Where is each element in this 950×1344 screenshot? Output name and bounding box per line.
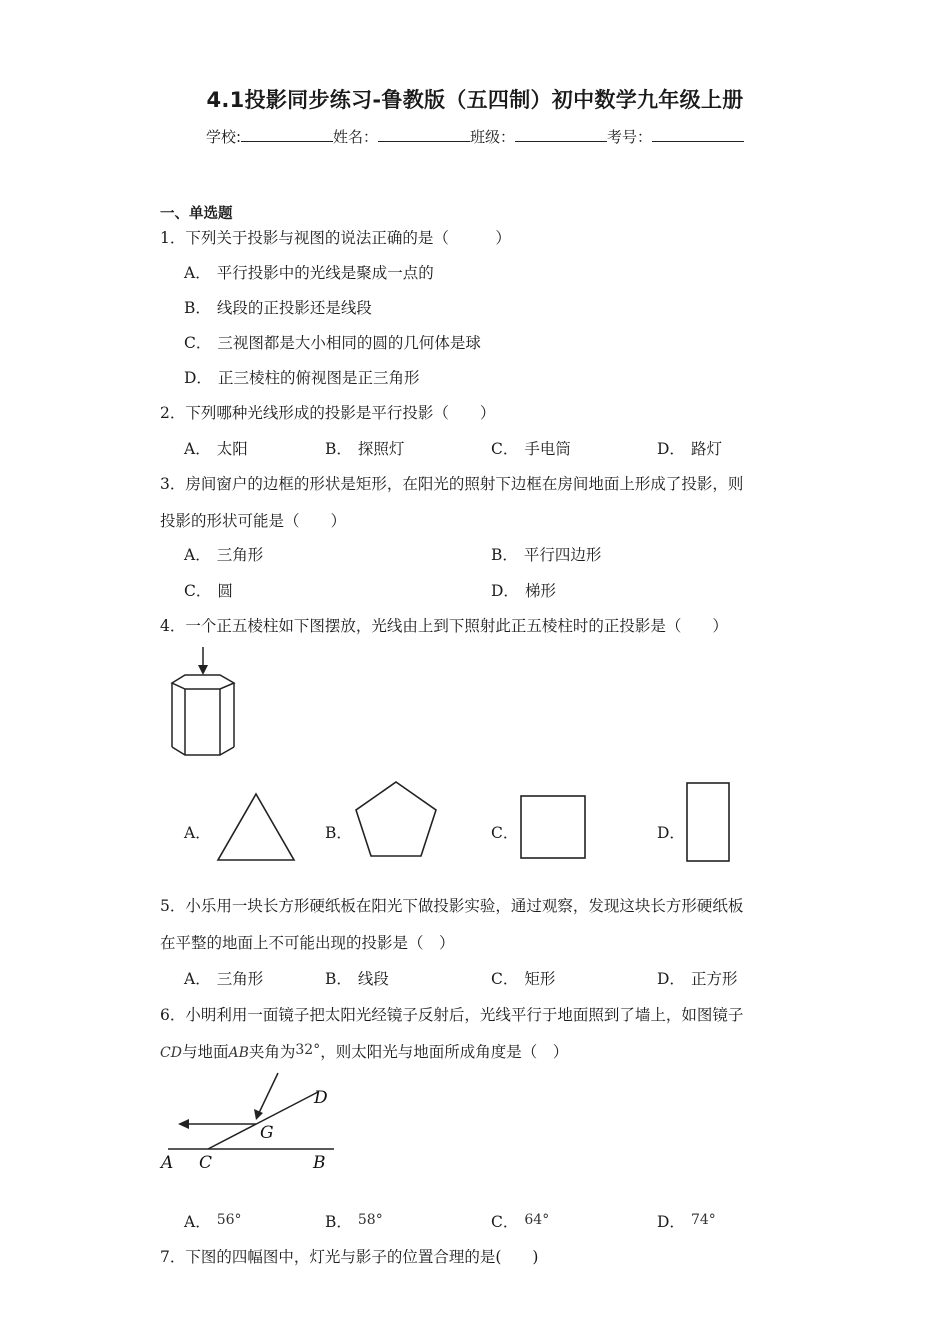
number-blank[interactable] <box>652 127 744 142</box>
label-c: C <box>199 1153 213 1173</box>
q6-option-c[interactable] <box>491 1210 549 1232</box>
q2-option-d[interactable] <box>657 437 722 459</box>
option-text: 正三棱柱的俯视图是正三角形 <box>217 369 420 387</box>
name-label: 姓名： <box>333 128 379 146</box>
question-3-stem-line2: 投影的形状可能是（ ） <box>160 512 347 530</box>
q5-option-c[interactable] <box>491 967 555 989</box>
option-label: D． <box>657 970 685 988</box>
angle-value: 32° <box>295 1042 321 1058</box>
option-label: A． <box>184 1213 211 1231</box>
option-text: 平行投影中的光线是聚成一点的 <box>216 264 434 282</box>
q4-option-a-label[interactable]: A． <box>184 824 211 842</box>
option-text: 路灯 <box>690 440 722 458</box>
question-5-stem-line1: 5．小乐用一块长方形硬纸板在阳光下做投影实验，通过观察，发现这块长方形硬纸板 <box>160 897 744 915</box>
label-g: G <box>260 1123 274 1143</box>
school-blank[interactable] <box>241 127 333 142</box>
option-text: 圆 <box>217 582 233 600</box>
option-text: 三角形 <box>216 970 264 988</box>
pentagonal-prism-figure <box>160 645 250 760</box>
question-6-stem-line2 <box>160 1040 568 1062</box>
option-label: C． <box>491 440 519 458</box>
triangle-shape <box>214 790 298 864</box>
label-d: D <box>314 1088 328 1108</box>
class-label: 班级： <box>470 128 516 146</box>
label-a: A <box>161 1153 174 1173</box>
option-label: B． <box>491 546 518 564</box>
q4-option-c-label[interactable]: C． <box>491 824 519 842</box>
q4-option-b-label[interactable]: B． <box>325 824 352 842</box>
q4-option-d-label[interactable]: D． <box>657 824 685 842</box>
mirror-reflection-figure <box>158 1068 348 1178</box>
option-label: B． <box>325 1213 352 1231</box>
stem-text: 夹角为 <box>248 1043 296 1061</box>
option-text: 探照灯 <box>357 440 405 458</box>
q6-option-b[interactable] <box>325 1210 383 1232</box>
section-title: 一、单选题 <box>160 206 233 222</box>
pentagon-shape <box>352 778 440 860</box>
option-label: B． <box>325 440 352 458</box>
question-3-stem-line1: 3．房间窗户的边框的形状是矩形，在阳光的照射下边框在房间地面上形成了投影，则 <box>160 475 744 493</box>
rectangle-shape <box>684 780 732 864</box>
q3-option-c[interactable] <box>184 579 233 601</box>
option-label: C． <box>491 1213 519 1231</box>
q3-option-d[interactable] <box>491 579 556 601</box>
q2-option-b[interactable] <box>325 437 404 459</box>
q5-option-a[interactable] <box>184 967 263 989</box>
option-label: C． <box>184 582 212 600</box>
q6-option-d[interactable] <box>657 1210 716 1232</box>
school-label: 学校: <box>205 128 241 146</box>
stem-text: 与地面 <box>181 1043 229 1061</box>
option-text: 线段的正投影还是线段 <box>216 299 372 317</box>
option-label: B． <box>325 970 352 988</box>
square-shape <box>518 793 588 861</box>
q3-option-b[interactable] <box>491 543 601 565</box>
option-label: D． <box>657 440 685 458</box>
q2-option-a[interactable] <box>184 437 248 459</box>
q5-option-b[interactable] <box>325 967 389 989</box>
stem-text: ，则太阳光与地面所成角度是（ ） <box>320 1043 569 1061</box>
option-text: 64° <box>524 1212 550 1228</box>
option-label: A． <box>184 970 211 988</box>
q1-option-b[interactable] <box>184 296 372 318</box>
option-label: A． <box>184 264 211 282</box>
option-label: A． <box>184 546 211 564</box>
option-text: 太阳 <box>216 440 248 458</box>
option-text: 三视图都是大小相同的圆的几何体是球 <box>217 334 481 352</box>
class-blank[interactable] <box>515 127 607 142</box>
name-blank[interactable] <box>378 127 470 142</box>
q3-option-a[interactable] <box>184 543 263 565</box>
question-1-stem: 1．下列关于投影与视图的说法正确的是（ ） <box>160 229 511 247</box>
segment-cd: CD <box>160 1045 182 1061</box>
option-text: 梯形 <box>524 582 556 600</box>
option-label: D． <box>657 1213 685 1231</box>
option-text: 三角形 <box>216 546 264 564</box>
student-info-line <box>0 126 950 147</box>
question-5-stem-line2: 在平整的地面上不可能出现的投影是（ ） <box>160 934 455 952</box>
option-label: A． <box>184 440 211 458</box>
q5-option-d[interactable] <box>657 967 737 989</box>
question-7-stem: 7．下图的四幅图中，灯光与影子的位置合理的是( ) <box>160 1248 539 1266</box>
option-text: 矩形 <box>524 970 556 988</box>
q2-option-c[interactable] <box>491 437 571 459</box>
q1-option-d[interactable] <box>184 366 419 388</box>
option-text: 线段 <box>357 970 389 988</box>
question-4-stem: 4．一个正五棱柱如下图摆放，光线由上到下照射此正五棱柱时的正投影是（ ） <box>160 617 728 635</box>
option-text: 56° <box>216 1212 242 1228</box>
option-text: 正方形 <box>690 970 738 988</box>
question-2-stem: 2．下列哪种光线形成的投影是平行投影（ ） <box>160 404 496 422</box>
q6-option-a[interactable] <box>184 1210 242 1232</box>
option-text: 58° <box>357 1212 383 1228</box>
segment-ab: AB <box>228 1045 249 1061</box>
option-label: C． <box>491 970 519 988</box>
option-label: D． <box>491 582 519 600</box>
q1-option-a[interactable] <box>184 261 434 283</box>
option-text: 手电筒 <box>524 440 571 458</box>
question-6-stem-line1: 6．小明利用一面镜子把太阳光经镜子反射后，光线平行于地面照到了墙上，如图镜子 <box>160 1006 744 1024</box>
label-b: B <box>313 1153 326 1173</box>
page-title: 4.1投影同步练习-鲁教版（五四制）初中数学九年级上册 <box>206 88 744 112</box>
q1-option-c[interactable] <box>184 331 481 353</box>
option-text: 74° <box>690 1212 716 1228</box>
option-label: B． <box>184 299 211 317</box>
number-label: 考号： <box>607 128 653 146</box>
option-text: 平行四边形 <box>523 546 602 564</box>
option-label: C． <box>184 334 212 352</box>
option-label: D． <box>184 369 212 387</box>
